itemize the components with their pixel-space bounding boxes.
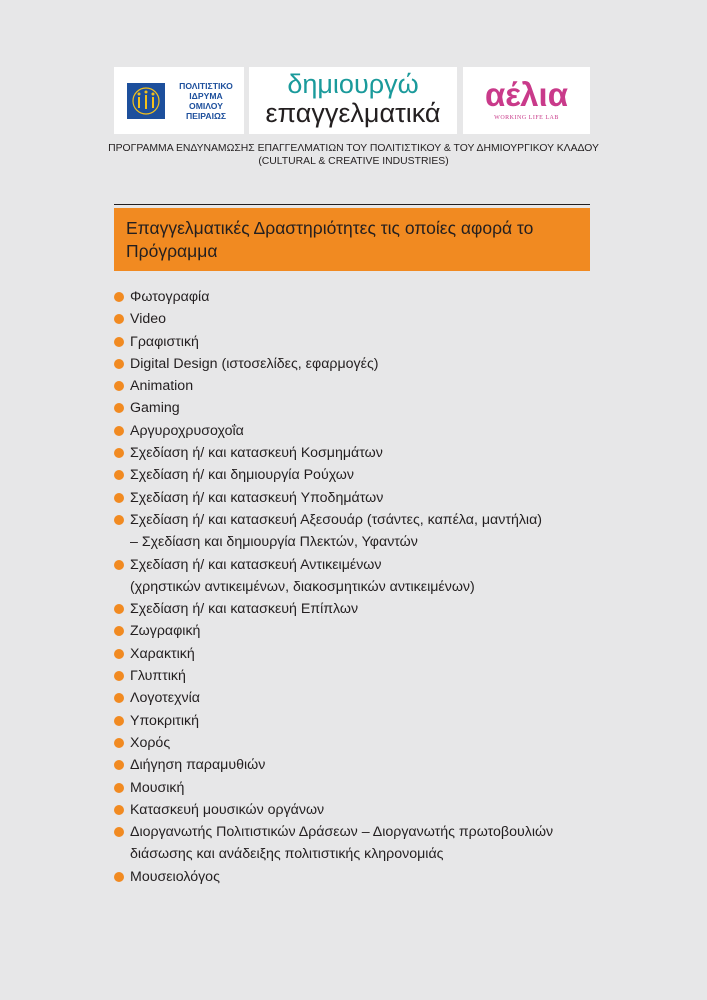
activity-text: Γλυπτική <box>130 668 186 685</box>
orange-bullet-icon <box>114 337 124 347</box>
orange-bullet-icon <box>114 872 124 882</box>
activity-item <box>114 487 594 509</box>
activity-text: διάσωσης και ανάδειξης πολιτιστικής κληρονομιάς <box>130 846 444 863</box>
activity-item <box>114 799 594 821</box>
orange-bullet-icon <box>114 783 124 793</box>
section-divider <box>114 204 590 205</box>
orange-bullet-icon <box>114 560 124 570</box>
activity-item <box>114 710 594 732</box>
activity-text: Σχεδίαση ή/ και δημιουργία Ρούχων <box>130 467 354 484</box>
activity-text: (χρηστικών αντικειμένων, διακοσμητικών αντικειμένων) <box>130 578 475 595</box>
orange-bullet-icon <box>114 716 124 726</box>
activity-text: Digital Design (ιστοσελίδες, εφαρμογές) <box>130 355 379 372</box>
orange-bullet-icon <box>114 671 124 681</box>
orange-bullet-icon <box>114 292 124 302</box>
activity-text: Γραφιστική <box>130 333 199 350</box>
activity-item <box>114 308 594 330</box>
orange-bullet-icon <box>114 693 124 703</box>
activity-list <box>114 286 594 888</box>
activity-text: Σχεδίαση ή/ και κατασκευή Κοσμημάτων <box>130 445 383 462</box>
aelia-logo-name: αέλια <box>485 76 568 113</box>
piop-text-line: ΠΕΙΡΑΙΩΣ <box>185 111 227 121</box>
aelia-logo-subtitle: WORKING LIFE LAB <box>494 115 559 121</box>
orange-bullet-icon <box>114 738 124 748</box>
dimiourgo-logo <box>249 67 457 134</box>
orange-bullet-icon <box>114 604 124 614</box>
orange-bullet-icon <box>114 626 124 636</box>
piop-logo <box>114 67 244 134</box>
activity-text: Χαρακτική <box>130 645 195 662</box>
orange-bullet-icon <box>114 493 124 503</box>
orange-bullet-icon <box>114 649 124 659</box>
aelia-logo <box>463 67 590 134</box>
orange-bullet-icon <box>114 448 124 458</box>
activity-item <box>114 353 594 375</box>
program-title-line: (CULTURAL & CREATIVE INDUSTRIES) <box>258 156 449 167</box>
activity-item <box>114 331 594 353</box>
activity-item <box>114 687 594 709</box>
orange-bullet-icon <box>114 381 124 391</box>
activity-item <box>114 643 594 665</box>
piop-text-line: ΙΔΡΥΜΑ <box>189 91 223 101</box>
orange-bullet-icon <box>114 314 124 324</box>
orange-bullet-icon <box>114 426 124 436</box>
activity-item <box>114 777 594 799</box>
logo-bar <box>114 67 590 134</box>
program-title <box>60 142 647 168</box>
section-header-box <box>114 208 590 271</box>
activity-item <box>114 866 594 888</box>
piop-emblem-icon <box>127 83 165 119</box>
activity-item <box>114 598 594 620</box>
orange-bullet-icon <box>114 515 124 525</box>
piop-text-line: ΟΜΙΛΟΥ <box>189 101 223 111</box>
activity-item <box>114 420 594 442</box>
activity-text: Μουσική <box>130 779 185 796</box>
orange-bullet-icon <box>114 359 124 369</box>
activity-text: Σχεδίαση ή/ και κατασκευή Αξεσουάρ (τσάντες, καπέλα, μαντήλια) <box>130 511 543 528</box>
activity-item <box>114 754 594 776</box>
piop-text-line: ΠΟΛΙΤΙΣΤΙΚΟ <box>179 81 233 91</box>
dimiourgo-logo-top: δημιουργώ <box>287 69 419 99</box>
program-title-line: ΠΡΟΓΡΑΜΜΑ ΕΝΔΥΝΑΜΩΣΗΣ ΕΠΑΓΓΕΛΜΑΤΙΩΝ ΤΟΥ ΠΟΛΙΤΙΣΤΙΚΟΥ & ΤΟΥ ΔΗΜΙΟΥΡΓΙΚΟΥ ΚΛΑΔΟΥ <box>108 143 599 154</box>
orange-bullet-icon <box>114 827 124 837</box>
orange-bullet-icon <box>114 470 124 480</box>
activity-text: Video <box>130 311 167 328</box>
activity-text: Ζωγραφική <box>130 623 201 640</box>
activity-text: Φωτογραφία <box>130 289 210 305</box>
section-title: Επαγγελματικές Δραστηριότητες τις οποίες αφορά το Πρόγραμμα <box>126 218 534 261</box>
activity-text: Gaming <box>130 400 180 417</box>
activity-text: Λογοτεχνία <box>130 690 200 707</box>
activity-text: – Σχεδίαση και δημιουργία Πλεκτών, Υφαντών <box>130 534 418 551</box>
activity-item <box>114 554 594 599</box>
activity-item <box>114 397 594 419</box>
activity-item <box>114 665 594 687</box>
activity-item <box>114 464 594 486</box>
activity-text: Σχεδίαση ή/ και κατασκευή Επίπλων <box>130 601 359 618</box>
piop-logo-text <box>171 81 241 121</box>
activity-text: Animation <box>130 378 194 395</box>
activity-item <box>114 620 594 642</box>
activity-text: Κατασκευή μουσικών οργάνων <box>130 801 325 818</box>
activity-item <box>114 509 594 554</box>
orange-bullet-icon <box>114 760 124 770</box>
orange-bullet-icon <box>114 403 124 413</box>
activity-item <box>114 732 594 754</box>
activity-item <box>114 375 594 397</box>
activity-text: Σχεδίαση ή/ και κατασκευή Υποδημάτων <box>130 489 384 506</box>
activity-text: Χορός <box>130 734 171 751</box>
activity-text: Μουσειολόγος <box>130 868 220 885</box>
activity-item <box>114 442 594 464</box>
activity-item <box>114 286 594 308</box>
orange-bullet-icon <box>114 805 124 815</box>
activity-text: Διοργανωτής Πολιτιστικών Δράσεων – Διοργανωτής πρωτοβουλιών <box>130 824 554 841</box>
dimiourgo-logo-bottom: επαγγελματικά <box>265 98 441 128</box>
activity-text: Σχεδίαση ή/ και κατασκευή Αντικειμένων <box>130 556 382 573</box>
activity-text: Διήγηση παραμυθιών <box>130 757 266 774</box>
activity-item <box>114 821 594 866</box>
activity-text: Υποκριτική <box>130 712 199 729</box>
activity-text: Αργυροχρυσοχοΐα <box>130 422 244 439</box>
